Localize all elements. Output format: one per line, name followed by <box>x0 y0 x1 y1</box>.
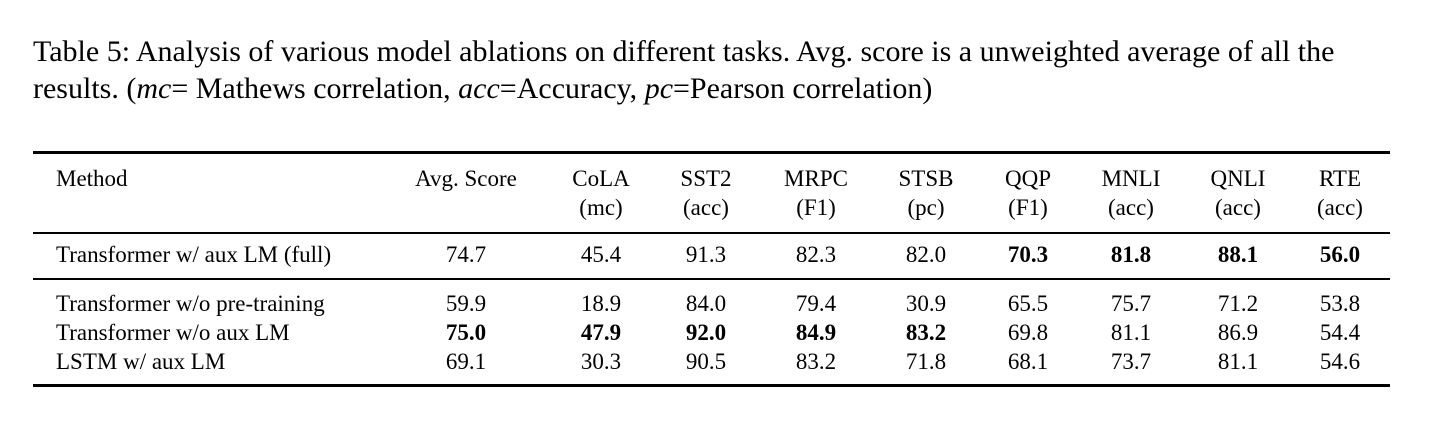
table-cell: 81.1 <box>1217 349 1259 374</box>
table-cell: 65.5 <box>1007 291 1049 316</box>
column-header <box>1317 164 1363 222</box>
column-header <box>1005 164 1051 222</box>
caption-mc: mc <box>136 72 172 105</box>
table-cell: 54.4 <box>1319 320 1361 345</box>
table-caption <box>33 33 1423 107</box>
table-cell: 75.7 <box>1110 291 1152 316</box>
column-header-name: RTE <box>1318 166 1362 191</box>
caption-pc-def: =Pearson correlation) <box>673 72 933 105</box>
caption-pc: pc <box>644 72 674 105</box>
column-header <box>784 164 848 222</box>
column-header <box>572 164 630 222</box>
column-header-metric: (F1) <box>796 195 836 220</box>
table-cell: 18.9 <box>580 291 622 316</box>
column-header-name: Method <box>56 166 128 191</box>
caption-label: Table 5: <box>33 35 131 68</box>
column-header-name: Avg. Score <box>415 166 517 191</box>
table-cell: 82.3 <box>795 242 837 267</box>
column-header-name: QQP <box>1004 166 1052 191</box>
table-cell: 83.2 <box>905 320 947 345</box>
table-cell: 83.2 <box>795 349 837 374</box>
table-cell: 69.8 <box>1007 320 1049 345</box>
column-header-metric: (pc) <box>907 195 945 220</box>
table-cell: 70.3 <box>1007 242 1049 267</box>
column-header-name: QNLI <box>1210 166 1266 191</box>
row-method-label: LSTM w/ aux LM <box>56 349 226 374</box>
column-header <box>415 164 517 193</box>
table-header-rule <box>33 232 1390 234</box>
table-cell: 79.4 <box>795 291 837 316</box>
table-cell: 71.8 <box>905 349 947 374</box>
column-header-name: SST2 <box>680 166 732 191</box>
column-header-name: MRPC <box>784 166 848 191</box>
column-header <box>1102 164 1161 222</box>
column-header-name: STSB <box>898 166 954 191</box>
table-cell: 81.1 <box>1110 320 1152 345</box>
column-header-metric: (acc) <box>683 195 729 220</box>
table-cell: 45.4 <box>580 242 622 267</box>
table-cell: 90.5 <box>685 349 727 374</box>
column-header <box>56 164 128 193</box>
table-cell: 74.7 <box>445 242 487 267</box>
column-header-metric: (acc) <box>1317 195 1363 220</box>
row-method-label: Transformer w/o aux LM <box>56 320 290 345</box>
row-method-label: Transformer w/o pre-training <box>56 291 325 316</box>
table-cell: 30.9 <box>905 291 947 316</box>
table-cell: 81.8 <box>1110 242 1152 267</box>
column-header-metric: (mc) <box>579 195 623 220</box>
table-cell: 75.0 <box>445 320 487 345</box>
table-mid-rule <box>33 278 1390 280</box>
table-top-rule <box>33 151 1390 154</box>
caption-acc: acc <box>458 72 500 105</box>
table-cell: 82.0 <box>905 242 947 267</box>
table-cell: 47.9 <box>580 320 622 345</box>
caption-mc-def: = Mathews correlation, <box>171 72 459 105</box>
table-cell: 88.1 <box>1217 242 1259 267</box>
table-cell: 59.9 <box>445 291 487 316</box>
table-cell: 84.9 <box>795 320 837 345</box>
table-cell: 30.3 <box>580 349 622 374</box>
column-header <box>680 164 731 222</box>
table-cell: 84.0 <box>685 291 727 316</box>
column-header-metric: (F1) <box>1008 195 1048 220</box>
column-header-metric: (acc) <box>1108 195 1154 220</box>
table-cell: 68.1 <box>1007 349 1049 374</box>
column-header-metric: (acc) <box>1215 195 1261 220</box>
table-cell: 54.6 <box>1319 349 1361 374</box>
table-cell: 91.3 <box>685 242 727 267</box>
table-cell: 71.2 <box>1217 291 1259 316</box>
caption-text: Analysis of various model ablations on different tasks. Avg. score is a unweighted average of all the results. ( <box>33 35 1335 105</box>
column-header <box>1211 164 1266 222</box>
table-cell: 73.7 <box>1110 349 1152 374</box>
column-header <box>899 164 954 222</box>
table-cell: 86.9 <box>1217 320 1259 345</box>
table-cell: 69.1 <box>445 349 487 374</box>
table-cell: 92.0 <box>685 320 727 345</box>
column-header-name: MNLI <box>1101 166 1161 191</box>
column-header-name: CoLA <box>572 166 630 191</box>
caption-acc-def: =Accuracy, <box>499 72 645 105</box>
table-bottom-rule <box>33 384 1390 387</box>
table-cell: 53.8 <box>1319 291 1361 316</box>
row-method-label: Transformer w/ aux LM (full) <box>56 242 332 267</box>
table-cell: 56.0 <box>1319 242 1361 267</box>
